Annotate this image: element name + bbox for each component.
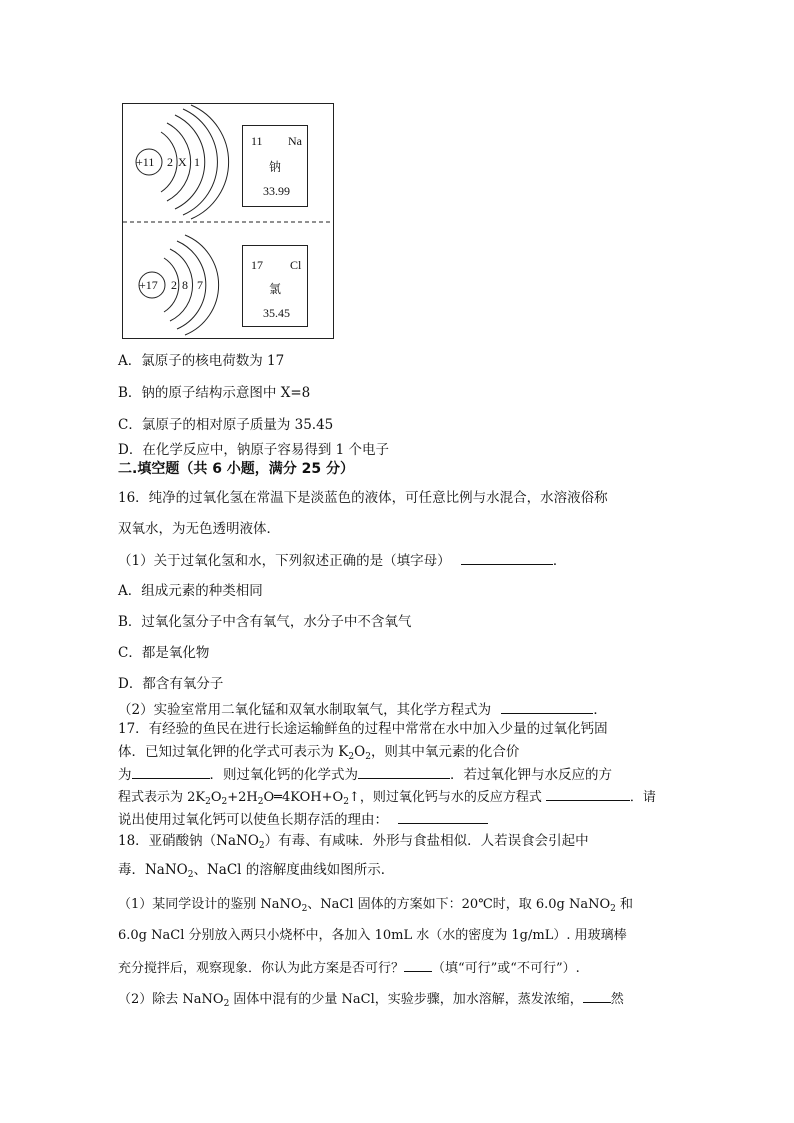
sodium-shell-3: 1 [194, 155, 200, 169]
q17-l4-sub-2: 2 [221, 797, 228, 807]
q18-p2-sub: 2 [223, 999, 230, 1009]
q16-line-1: 16．纯净的过氧化氢在常温下是淡蓝色的液体，可任意比例与水混合，水溶液俗称 [118, 490, 608, 506]
q17-line-2 [118, 743, 519, 761]
q18-answer-blank-2[interactable] [583, 989, 611, 1003]
q18-p1l3-text-2: （填“可行”或“不可行”）. [432, 961, 580, 976]
q18-part-1-line-3 [118, 958, 580, 978]
q17-line-4 [118, 787, 656, 807]
q16-part-1 [118, 551, 566, 570]
q16-answer-blank-1[interactable] [461, 551, 553, 565]
chlorine-element-box [242, 245, 308, 327]
q17-line-3 [118, 765, 612, 784]
q16-option-c: C．都是氧化物 [118, 645, 210, 661]
sodium-shell-2: X [178, 155, 187, 169]
chlorine-symbol: Cl [290, 258, 302, 272]
section-heading: 二.填空题（共 6 小题，满分 25 分） [118, 461, 355, 477]
q17-answer-blank-2[interactable] [358, 765, 450, 779]
chlorine-nucleus-label: +17 [139, 278, 158, 292]
q18-p1-text: （1）某同学设计的鉴别 NaNO [118, 897, 302, 912]
q17-l3-text: 为 [118, 767, 132, 783]
q16-part-2 [118, 700, 607, 719]
sodium-mass: 33.99 [263, 184, 290, 198]
option-15-d: D．在化学反应中，钠原子容易得到 1 个电子 [118, 442, 389, 458]
chlorine-atomic-number: 17 [251, 258, 263, 272]
q17-l4-text: 程式表示为 2K [118, 790, 206, 805]
option-15-b: B．钠的原子结构示意图中 X=8 [118, 385, 311, 401]
q18-p2-text-2: 固体中混有的少量 NaCl，实验步骤，加水溶解，蒸发浓缩， [229, 992, 583, 1007]
sodium-symbol: Na [288, 134, 302, 148]
sodium-atomic-number: 11 [251, 134, 263, 148]
option-15-c: C．氯原子的相对原子质量为 35.45 [118, 417, 334, 433]
chlorine-shell-2: 8 [182, 278, 188, 292]
q17-l5-text: 说出使用过氧化钙可以使鱼长期存活的理由： [118, 812, 388, 828]
q18-p1-sub-2: 2 [610, 904, 616, 914]
sodium-nucleus-label: +11 [136, 155, 155, 169]
q18-part-1-line-2: 6.0g NaCl 分别放入两只小烧杯中，各加入 10mL 水（水的密度为 1g/mL）. 用玻璃棒 [118, 928, 627, 943]
chlorine-shell-1: 2 [171, 278, 177, 292]
sodium-name: 钠 [269, 160, 282, 174]
q17-l4-text-4: O═4KOH+O [263, 790, 344, 805]
q18-p2-text-3: 然 [610, 992, 624, 1007]
q16-part-2-end: ． [593, 702, 607, 718]
q17-l2-sub: 2 [348, 752, 355, 762]
q17-l4-text-6: ．请 [629, 790, 656, 805]
q18-l1-sub: 2 [258, 841, 265, 851]
q17-answer-blank-4[interactable] [398, 810, 488, 824]
q18-part-1-line-1 [118, 896, 633, 914]
q16-option-a: A．组成元素的种类相同 [118, 583, 263, 599]
q17-line-1: 17．有经验的鱼民在进行长途运输鲜鱼的过程中常常在水中加入少量的过氧化钙固 [118, 721, 608, 737]
q18-l2-text-2: 、NaCl 的溶解度曲线如图所示． [193, 862, 395, 878]
q16-option-b: B．过氧化氢分子中含有氧气，水分子中不含氧气 [118, 614, 412, 630]
q17-l4-text-3: +2H [227, 790, 258, 805]
q18-part-2 [118, 989, 624, 1009]
q17-answer-blank-3[interactable] [546, 787, 630, 801]
q17-l3-text-2: ．则过氧化钙的化学式为 [209, 767, 358, 783]
atom-structure-figure [122, 103, 334, 339]
q18-answer-blank-1[interactable] [404, 958, 432, 972]
q16-option-d: D．都含有氧分子 [118, 676, 224, 692]
q16-part-2-text: （2）实验室常用二氧化锰和双氧水制取氧气，其化学方程式为 [118, 702, 492, 718]
q18-p1-sub: 2 [301, 904, 308, 914]
q18-l1-text: 18．亚硝酸钠（NaNO [118, 833, 259, 849]
q16-line-2: 双氧水，为无色透明液体． [118, 521, 280, 537]
q16-part-1-end: ． [552, 553, 567, 569]
q17-answer-blank-1[interactable] [132, 765, 210, 779]
q18-p2-text: （2）除去 NaNO [118, 992, 224, 1007]
chlorine-mass: 35.45 [263, 306, 290, 320]
q18-p1-text-3: 和 [615, 897, 634, 912]
q17-l4-sub-4: 2 [343, 797, 349, 807]
q18-line-2 [118, 861, 394, 879]
q17-l2-text: 体．已知过氧化钾的化学式可表示为 K [118, 744, 349, 760]
q17-l3-text-3: ．若过氧化钾与水反应的方 [450, 767, 612, 783]
q17-l4-text-2: O [210, 790, 222, 805]
q18-p1l3-text: 充分搅拌后，观察现象．你认为此方案是否可行？ [118, 961, 405, 976]
q17-l4-text-5: ↑，则过氧化钙与水的反应方程式 [348, 790, 542, 805]
q17-l4-sub: 2 [205, 797, 211, 807]
q17-line-5 [118, 810, 488, 829]
q18-l2-text: 毒．NaNO [118, 862, 188, 878]
q16-answer-blank-2[interactable] [501, 700, 593, 714]
q17-l2-sub-2: 2 [365, 752, 371, 762]
option-15-a: A．氯原子的核电荷数为 17 [118, 353, 285, 369]
sodium-element-box [242, 125, 308, 207]
q17-l2-text-3: ，则其中氧元素的化合价 [370, 744, 520, 760]
q16-part-1-text: （1）关于过氧化氢和水，下列叙述正确的是（填字母） [118, 553, 451, 569]
chlorine-name: 氯 [269, 282, 282, 296]
q18-p1-text-2: 、NaCl 固体的方案如下：20℃时，取 6.0g NaNO [307, 897, 611, 912]
q17-l2-text-2: O [354, 744, 366, 760]
chlorine-shell-3: 7 [197, 278, 203, 292]
sodium-shell-1: 2 [167, 155, 173, 169]
q17-l4-sub-3: 2 [257, 797, 264, 807]
q18-l2-sub: 2 [187, 870, 194, 880]
q18-line-1 [118, 832, 589, 850]
q18-l1-text-2: ）有毒、有咸味．外形与食盐相似．人若误食会引起中 [264, 833, 589, 849]
